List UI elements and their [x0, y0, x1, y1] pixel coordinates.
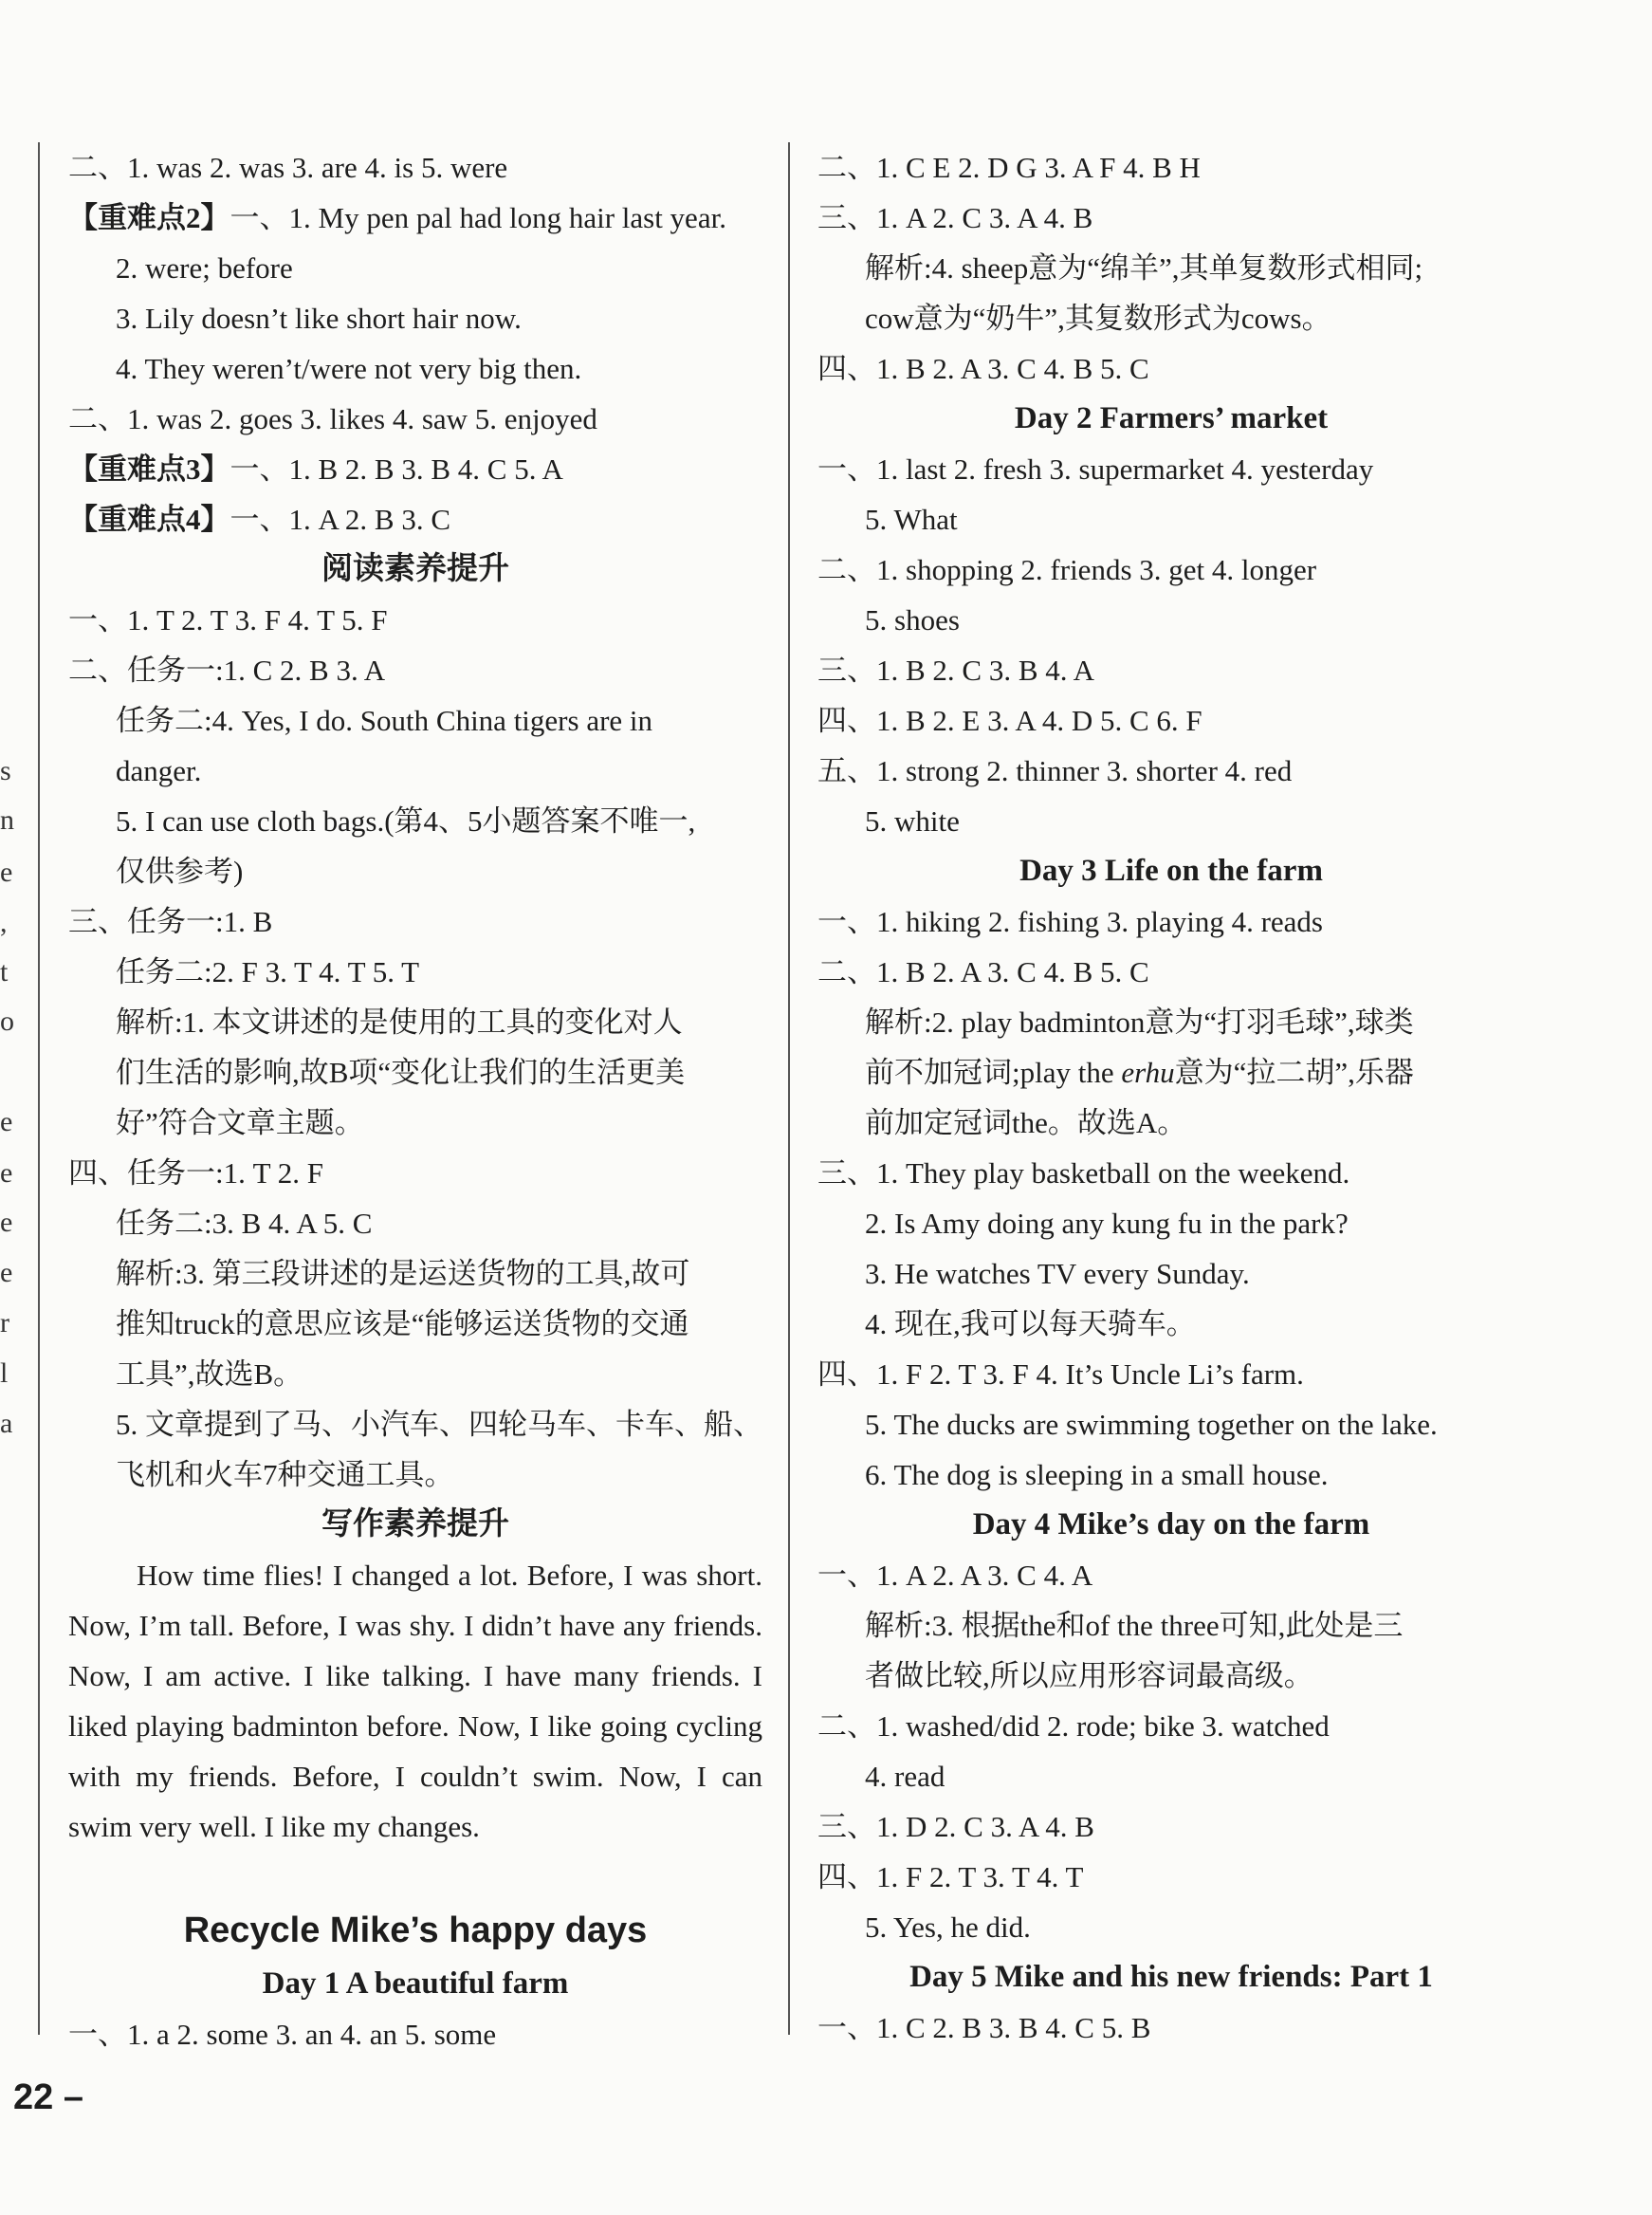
explanation-line: 者做比较,所以应用形容词最高级。	[865, 1659, 1313, 1692]
edge-letter: s	[0, 755, 11, 786]
answer-line: 三、1. B 2. C 3. B 4. A	[817, 654, 1094, 687]
explanation-line: 飞机和火车7种交通工具。	[116, 1458, 454, 1491]
answer-line: danger.	[116, 754, 202, 787]
answer-line: 4. 现在,我可以每天骑车。	[865, 1307, 1196, 1340]
unit-heading: Recycle Mike’s happy days	[183, 1910, 648, 1950]
explanation-line: 好”符合文章主题。	[116, 1106, 364, 1139]
explanation-line: 前加定冠词the。故选A。	[865, 1106, 1187, 1139]
answer-line: 一、1. hiking 2. fishing 3. playing 4. reads	[817, 905, 1323, 938]
answer-line: 3. Lily doesn’t like short hair now.	[116, 302, 522, 335]
edge-letter: e	[0, 1207, 13, 1238]
edge-letter: a	[0, 1408, 13, 1439]
answer-text: 一、1. B 2. B 3. B 4. C 5. A	[229, 452, 563, 486]
writing-sample-paragraph: How time flies! I changed a lot. Before, I was short. Now, I’m tall. Before, I was shy. I didn’t have any friends. Now, I am active. I like talking. I have many friends. I liked playing badminton before. Now, I like going cycling with my friends. Before, I couldn’t swim. Now, I can swim very well. I like my changes.	[68, 1559, 762, 1843]
answer-line: 二、1. B 2. A 3. C 4. B 5. C	[817, 955, 1149, 988]
answer-line: 一、1. a 2. some 3. an 4. an 5. some	[68, 2018, 497, 2051]
day-heading: Day 5 Mike and his new friends: Part 1	[909, 1960, 1433, 1994]
answer-line: 一、1. last 2. fresh 3. supermarket 4. yesterday	[817, 452, 1374, 486]
answer-line: 三、1. D 2. C 3. A 4. B	[817, 1810, 1094, 1843]
answer-line: 二、1. was 2. was 3. are 4. is 5. were	[68, 151, 508, 184]
answer-line: 5. I can use cloth bags.(第4、5小题答案不唯一,	[116, 804, 696, 838]
answer-line: 5. white	[865, 804, 960, 838]
answer-line: 2. Is Amy doing any kung fu in the park?	[865, 1207, 1349, 1240]
answer-line: 二、1. washed/did 2. rode; bike 3. watched	[817, 1709, 1330, 1743]
answer-text: 一、1. A 2. B 3. C	[229, 503, 451, 536]
day-heading: Day 4 Mike’s day on the farm	[972, 1507, 1370, 1541]
edge-letter: l	[0, 1357, 9, 1389]
answer-line: 五、1. strong 2. thinner 3. shorter 4. red	[817, 754, 1293, 787]
day-heading: Day 3 Life on the farm	[1019, 854, 1323, 888]
answer-line: 2. were; before	[116, 251, 293, 285]
explanation-line: cow意为“奶牛”,其复数形式为cows。	[865, 302, 1331, 335]
answer-line: 四、任务一:1. T 2. F	[68, 1156, 323, 1190]
answer-line: 任务二:3. B 4. A 5. C	[116, 1207, 373, 1240]
explanation-line: 工具”,故选B。	[116, 1357, 303, 1391]
answer-line: 四、1. B 2. E 3. A 4. D 5. C 6. F	[817, 704, 1202, 737]
edge-letter: e	[0, 1106, 13, 1137]
answer-line	[68, 494, 762, 545]
key-point-label: 【重难点3】	[68, 452, 230, 486]
answer-line: 一、1. A 2. A 3. C 4. A	[817, 1559, 1093, 1592]
answer-line: 6. The dog is sleeping in a small house.	[865, 1458, 1329, 1491]
left-column	[68, 142, 762, 2059]
day-heading: Day 2 Farmers’ market	[1014, 401, 1329, 435]
explanation-line: 解析:2. play badminton意为“打羽毛球”,球类	[865, 1006, 1414, 1039]
edge-letter: e	[0, 857, 13, 888]
answer-line: 任务二:2. F 3. T 4. T 5. T	[116, 955, 420, 988]
answer-line: 一、1. T 2. T 3. F 4. T 5. F	[68, 603, 388, 637]
answer-line: 三、任务一:1. B	[68, 905, 273, 938]
answer-line: 四、1. F 2. T 3. F 4. It’s Uncle Li’s farm.	[817, 1357, 1304, 1391]
right-column	[817, 142, 1525, 2053]
answer-line: 5. Yes, he did.	[865, 1910, 1031, 1944]
answer-line: 4. read	[865, 1760, 945, 1793]
answer-line: 5. The ducks are swimming together on the lake.	[865, 1408, 1438, 1441]
answer-line: 5. What	[865, 503, 958, 536]
section-heading: 写作素养提升	[321, 1507, 509, 1541]
explanation-line: 们生活的影响,故B项“变化让我们的生活更美	[116, 1056, 686, 1089]
edge-letter: e	[0, 1157, 13, 1189]
left-margin-rule	[38, 142, 40, 2035]
answer-line: 4. They weren’t/were not very big then.	[116, 352, 582, 385]
column-divider	[788, 142, 790, 2035]
day-heading: Day 1 A beautiful farm	[262, 1966, 569, 2001]
answer-line: 四、1. B 2. A 3. C 4. B 5. C	[817, 352, 1149, 385]
edge-letter: t	[0, 956, 9, 988]
answer-line	[68, 444, 762, 494]
edge-letter: ,	[0, 907, 8, 938]
edge-letter: r	[0, 1307, 9, 1338]
explanation-text: 意为“拉二胡”,乐器	[1174, 1056, 1414, 1089]
answer-line: 任务二:4. Yes, I do. South China tigers are in	[116, 704, 653, 737]
answer-line: 二、1. C E 2. D G 3. A F 4. B H	[817, 151, 1201, 184]
explanation-line: 解析:4. sheep意为“绵羊”,其单复数形式相同;	[865, 251, 1423, 285]
key-point-label: 【重难点4】	[68, 503, 230, 536]
answer-line: 三、1. They play basketball on the weekend.	[817, 1156, 1350, 1190]
answer-line: 仅供参考)	[116, 855, 244, 888]
key-point-label: 【重难点2】	[68, 201, 230, 234]
page-number: 22 –	[13, 2077, 83, 2117]
section-heading: 阅读素养提升	[321, 552, 509, 586]
answer-line: 3. He watches TV every Sunday.	[865, 1257, 1250, 1290]
italic-word: erhu	[1121, 1056, 1175, 1089]
edge-letter: e	[0, 1257, 13, 1288]
answer-line	[68, 193, 762, 243]
explanation-line: 推知truck的意思应该是“能够运送货物的交通	[116, 1307, 689, 1340]
cropped-previous-page-edge	[0, 0, 13, 2215]
answer-line: 二、1. shopping 2. friends 3. get 4. longer	[817, 553, 1317, 586]
answer-line: 一、1. C 2. B 3. B 4. C 5. B	[817, 2011, 1151, 2044]
answer-line: 二、1. was 2. goes 3. likes 4. saw 5. enjoyed	[68, 402, 597, 435]
explanation-line: 5. 文章提到了马、小汽车、四轮马车、卡车、船、	[116, 1408, 762, 1441]
answer-line: 5. shoes	[865, 603, 960, 637]
answer-line: 三、1. A 2. C 3. A 4. B	[817, 201, 1093, 234]
answer-text: 一、1. My pen pal had long hair last year.	[229, 201, 726, 234]
edge-letter: n	[0, 804, 14, 836]
answer-line: 四、1. F 2. T 3. T 4. T	[817, 1860, 1084, 1893]
edge-letter: o	[0, 1006, 14, 1037]
explanation-line: 解析:3. 根据the和of the three可知,此处是三	[865, 1609, 1404, 1642]
explanation-line: 解析:1. 本文讲述的是使用的工具的变化对人	[116, 1006, 683, 1039]
answer-line: 二、任务一:1. C 2. B 3. A	[68, 654, 386, 687]
explanation-text: 前不加冠词;play the	[865, 1056, 1122, 1089]
explanation-line	[817, 1047, 1525, 1098]
explanation-line: 解析:3. 第三段讲述的是运送货物的工具,故可	[116, 1257, 690, 1290]
